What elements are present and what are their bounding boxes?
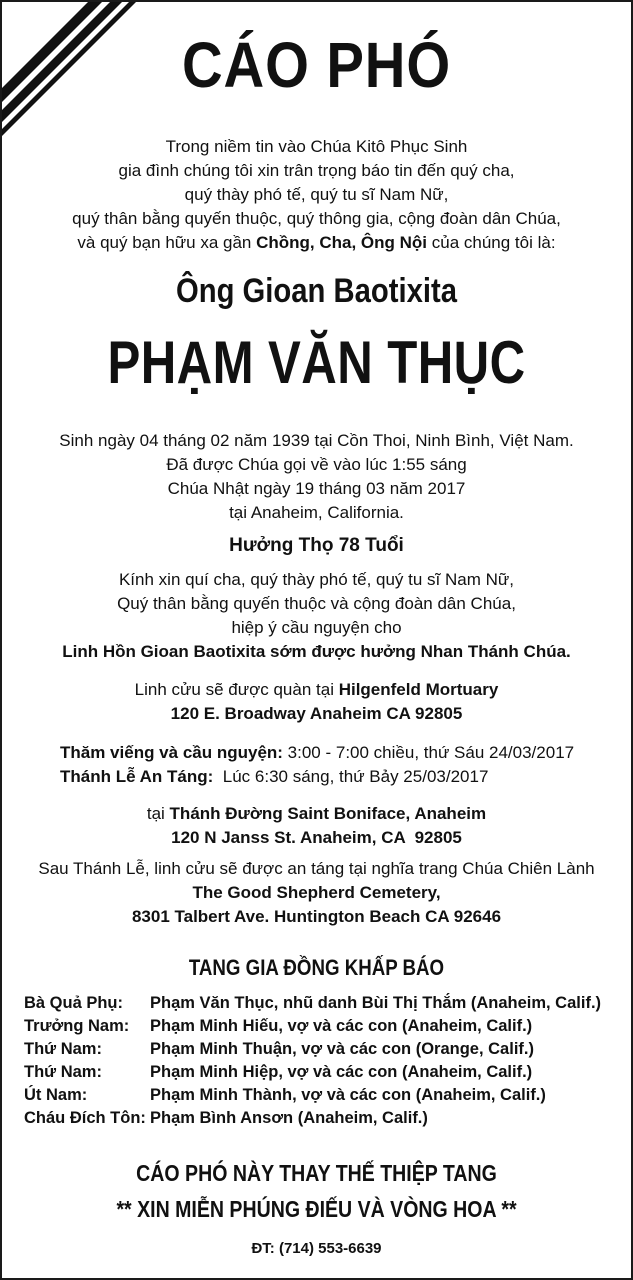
visitation-label: Thăm viếng và cầu nguyện: — [60, 743, 283, 762]
death-line: Đã được Chúa gọi về vào lúc 1:55 sáng — [166, 455, 467, 474]
family-relation: Bà Quả Phụ: — [24, 994, 124, 1012]
family-row — [24, 1061, 601, 1084]
cemetery-paragraph — [2, 857, 631, 929]
intro-text: của chúng tôi là: — [427, 233, 556, 252]
church-name: Thánh Đường Saint Boniface, Anaheim — [169, 804, 487, 823]
intro-line: gia đình chúng tôi xin trân trọng báo tin đến quý cha, — [118, 161, 515, 180]
birth-line: Sinh ngày 04 tháng 02 năm 1939 tại Cồn Thoi, Ninh Bình, Việt Nam. — [59, 431, 574, 450]
cemetery-address: 8301 Talbert Ave. Huntington Beach CA 92646 — [131, 907, 502, 926]
family-member: Phạm Bình Ansơn (Anaheim, Calif.) — [150, 1109, 428, 1127]
family-member: Phạm Minh Hiệp, vợ và các con (Anaheim, Calif.) — [150, 1063, 533, 1081]
church-address: 120 N Janss St. Anaheim, CA 92805 — [171, 828, 462, 847]
phone-number: ĐT: (714) 553-6639 — [251, 1240, 382, 1257]
death-place-line: tại Anaheim, California. — [229, 503, 404, 522]
replaces-card-notice: CÁO PHÓ NÀY THAY THẾ THIỆP TANG — [136, 1160, 497, 1186]
family-relation: Thứ Nam: — [24, 1040, 102, 1058]
saint-name: Ông Gioan Baotixita — [175, 272, 458, 310]
prayer-paragraph — [2, 568, 631, 664]
church-text: tại — [146, 804, 170, 823]
family-relation: Thứ Nam: — [24, 1063, 102, 1081]
mortuary-address: 120 E. Broadway Anaheim CA 92805 — [170, 704, 463, 723]
schedule — [60, 741, 574, 789]
family-relation: Cháu Đích Tôn: — [24, 1109, 146, 1127]
mass-line — [60, 765, 574, 789]
mortuary-line — [2, 678, 631, 702]
mortuary-paragraph — [2, 678, 631, 726]
family-row — [24, 1038, 601, 1061]
cemetery-line: Sau Thánh Lễ, linh cửu sẽ được an táng tại nghĩa trang Chúa Chiên Lành — [38, 859, 595, 878]
prayer-intention: Linh Hồn Gioan Baotixita sớm được hưởng Nhan Thánh Chúa. — [62, 642, 571, 661]
visitation-time: 3:00 - 7:00 chiều, thứ Sáu 24/03/2017 — [282, 743, 575, 762]
intro-line: Trong niềm tin vào Chúa Kitô Phục Sinh — [165, 137, 468, 156]
family-row — [24, 1084, 601, 1107]
death-day-line: Chúa Nhật ngày 19 tháng 03 năm 2017 — [167, 479, 466, 498]
family-relation: Út Nam: — [24, 1086, 88, 1104]
mortuary-name: Hilgenfeld Mortuary — [338, 680, 499, 699]
mortuary-text: Linh cửu sẽ được quàn tại — [134, 680, 339, 699]
prayer-line: Quý thân bằng quyến thuộc và cộng đoàn dân Chúa, — [117, 594, 516, 613]
cemetery-name: The Good Shepherd Cemetery, — [192, 883, 441, 902]
intro-relation: Chồng, Cha, Ông Nội — [256, 233, 428, 252]
family-row — [24, 1015, 601, 1038]
page-title: CÁO PHÓ — [181, 29, 452, 101]
intro-line: quý thân bằng quyến thuộc, quý thông gia, cộng đoàn dân Chúa, — [72, 209, 561, 228]
visitation-line — [60, 741, 574, 765]
church-paragraph — [2, 802, 631, 850]
family-member: Phạm Minh Thuận, vợ và các con (Orange, Calif.) — [150, 1040, 534, 1058]
prayer-line: hiệp ý cầu nguyện cho — [231, 618, 402, 637]
family-row — [24, 992, 601, 1015]
church-line — [2, 802, 631, 826]
intro-line: quý thày phó tế, quý tu sĩ Nam Nữ, — [184, 185, 449, 204]
intro-text: và quý bạn hữu xa gần — [77, 233, 257, 252]
intro-line — [2, 231, 631, 255]
mass-time: Lúc 6:30 sáng, thứ Bảy 25/03/2017 — [213, 767, 489, 786]
deceased-name: PHẠM VĂN THỤC — [107, 329, 526, 396]
mass-label: Thánh Lễ An Táng: — [60, 767, 214, 786]
family-member: Phạm Minh Hiếu, vợ và các con (Anaheim, Calif.) — [150, 1017, 533, 1035]
prayer-line: Kính xin quí cha, quý thày phó tế, quý tu sĩ Nam Nữ, — [118, 570, 515, 589]
dates-paragraph — [2, 429, 631, 525]
family-member: Phạm Văn Thục, nhũ danh Bùi Thị Thắm (Anaheim, Calif.) — [150, 994, 602, 1012]
family-row — [24, 1107, 601, 1130]
family-heading: TANG GIA ĐỒNG KHẤP BÁO — [188, 955, 445, 980]
no-flowers-notice: ** XIN MIỄN PHÚNG ĐIẾU VÀ VÒNG HOA ** — [116, 1196, 517, 1222]
intro-paragraph — [2, 135, 631, 255]
family-list — [24, 992, 601, 1130]
age-line: Hưởng Thọ 78 Tuổi — [229, 535, 404, 556]
family-relation: Trưởng Nam: — [24, 1017, 130, 1035]
family-member: Phạm Minh Thành, vợ và các con (Anaheim, Calif.) — [150, 1086, 546, 1104]
